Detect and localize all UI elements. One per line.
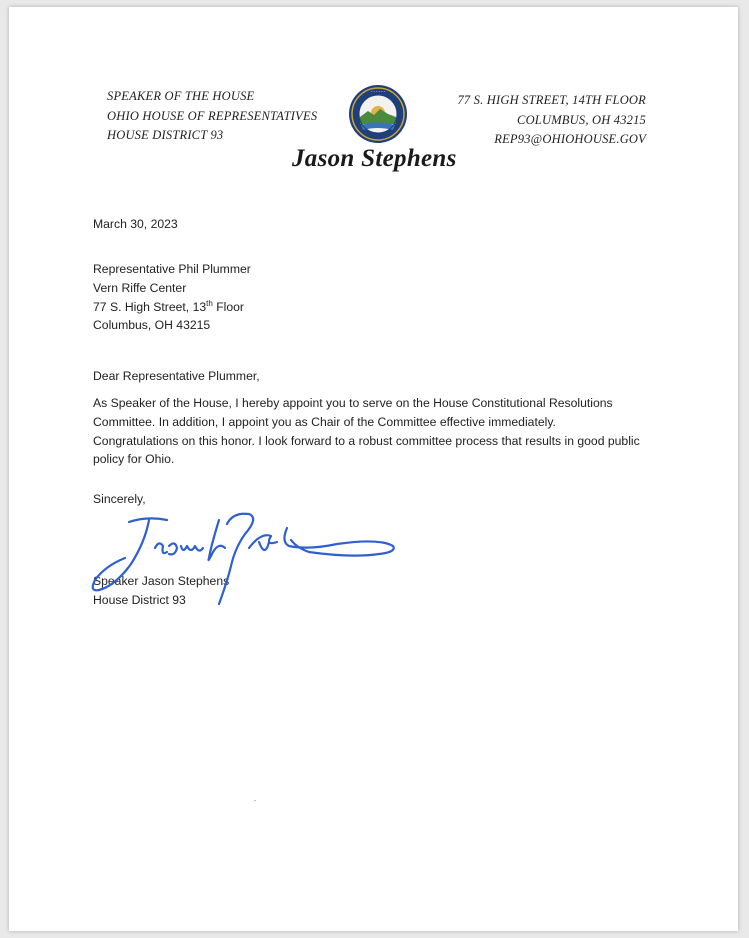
signer-title: Speaker Jason Stephens [93,574,230,588]
ohio-house-seal-icon [348,84,408,144]
svg-text:• • • • • •: • • • • • • [371,88,385,94]
body-line: As Speaker of the House, I hereby appoint you to serve on the House Constitutional Resolutions [93,396,613,410]
recipient-name: Representative Phil Plummer [93,262,251,276]
recipient-city: Columbus, OH 43215 [93,318,211,333]
letterhead-chamber: OHIO HOUSE OF REPRESENTATIVES [107,108,318,123]
body-line: Committee. In addition, I appoint you as Chair of the Committee effective immediately. [93,414,556,429]
letterhead-right [457,91,646,150]
letterhead-district: HOUSE DISTRICT 93 [107,128,224,142]
salutation: Dear Representative Plummer, [93,369,260,383]
handwritten-signature-icon [59,502,404,612]
letterhead-email: REP93@OHIOHOUSE.GOV [494,132,646,146]
recipient-street: 77 S. High Street, 13th Floor [93,298,244,314]
letterhead-name: Jason Stephens [292,145,457,172]
body-line: policy for Ohio. [93,452,175,467]
recipient-building: Vern Riffe Center [93,280,187,295]
scan-speck [254,800,256,801]
body-line: Congratulations on this honor. I look forward to a robust committee process that results in good public [93,433,640,448]
closing: Sincerely, [93,492,146,506]
signer-district: House District 93 [93,592,186,607]
letter-page [9,7,738,931]
letter-date: March 30, 2023 [93,217,178,231]
letterhead-address: 77 S. HIGH STREET, 14TH FLOOR [457,93,646,107]
letterhead-city: COLUMBUS, OH 43215 [517,112,646,127]
letterhead-title: SPEAKER OF THE HOUSE [107,89,255,103]
letterhead-left [107,87,317,146]
letter-body [93,394,663,469]
recipient-address [93,260,251,335]
